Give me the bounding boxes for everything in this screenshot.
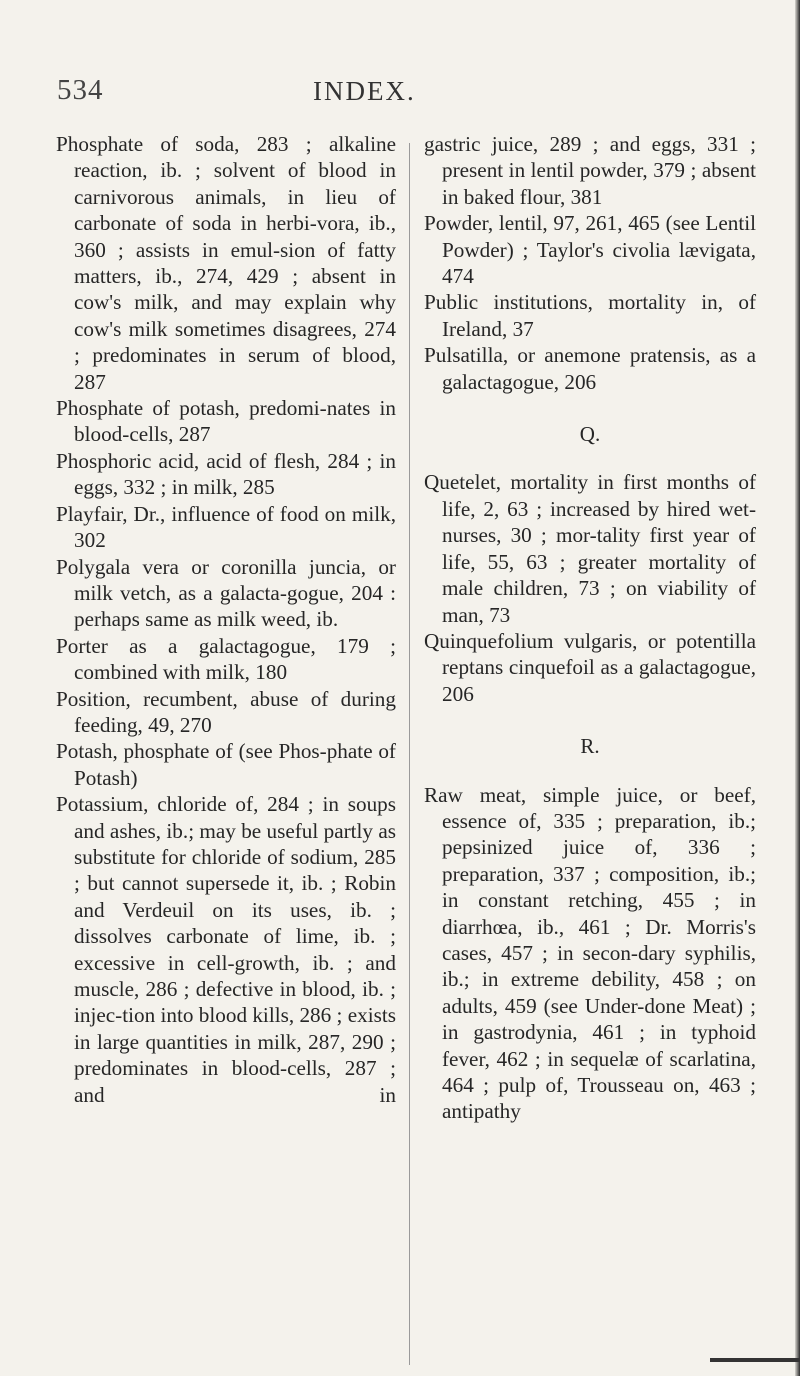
index-entry: Porter as a galactagogue, 179 ; combined with milk, 180 (56, 633, 396, 685)
page-corner-mark (710, 1358, 800, 1362)
index-entry: Pulsatilla, or anemone pratensis, as a galactagogue, 206 (424, 343, 756, 394)
index-entry: Playfair, Dr., influence of food on milk, 302 (56, 501, 396, 553)
page-number: 534 (57, 74, 104, 106)
index-entry: Phosphate of potash, predomi-nates in blood-cells, 287 (56, 396, 396, 447)
index-entry: Position, recumbent, abuse of during feeding, 49, 270 (56, 686, 396, 737)
section-heading-r: R. (580, 734, 600, 759)
index-entry: Quinquefolium vulgaris, or potentilla reptans cinquefoil as a galactagogue, 206 (424, 628, 756, 706)
left-column (56, 131, 396, 1108)
running-head: INDEX. (313, 76, 416, 106)
index-entry: Polygala vera or coronilla juncia, or milk vetch, as a galacta-gogue, 204 : perhaps same as milk weed, ib. (56, 554, 396, 632)
index-entry: Public institutions, mortality in, of Ireland, 37 (424, 290, 756, 341)
index-entry: Phosphate of soda, 283 ; alkaline reaction, ib. ; solvent of blood in carnivorous animals, in lieu of carbonate of soda in herbi-vora, ib., 360 ; assists in emul-sion of fatty matters, ib., 274, 429 ; absent in cow's milk, and may explain why cow's milk sometimes disagrees, 274 ; predominates in serum of blood, 287 (56, 132, 396, 394)
right-column (424, 131, 756, 1125)
index-entry: Potash, phosphate of (see Phos-phate of Potash) (56, 739, 396, 790)
index-entry: Powder, lentil, 97, 261, 465 (see Lentil Powder) ; Taylor's civolia lævigata, 474 (424, 211, 756, 289)
index-entry: Raw meat, simple juice, or beef, essence of, 335 ; preparation, ib.; pepsinized juice of, 336 ; preparation, 337 ; composition, ib.; in constant retching, 455 ; in diarrhœa, ib., 461 ; Dr. Morris's cases, 457 ; in secon-dary syphilis, ib.; in extreme debility, 458 ; on adults, 459 (see Under-done Meat) ; in gastrodynia, 461 ; in typhoid fever, 462 ; in sequelæ of scarlatina, 464 ; pulp of, Trousseau on, 463 ; antipathy (424, 782, 756, 1124)
section-heading-q: Q. (579, 422, 601, 447)
page-binding-edge (795, 0, 800, 1376)
index-entry: Phosphoric acid, acid of flesh, 284 ; in eggs, 332 ; in milk, 285 (56, 448, 396, 500)
column-divider (409, 143, 410, 1365)
index-entry: Potassium, chloride of, 284 ; in soups and ashes, ib.; may be useful partly as substitute for chloride of sodium, 285 ; but cannot supersede it, ib. ; Robin and Verdeuil on its uses, ib. ; dissolves carbonate of lime, ib. ; excessive in cell-growth, ib. ; and muscle, 286 ; defective in blood, ib. ; injec-tion into blood kills, 286 ; exists in large quantities in milk, 287, 290 ; predominates in blood-cells, 287 ; and in (56, 792, 396, 1107)
index-entry-continued: gastric juice, 289 ; and eggs, 331 ; present in lentil powder, 379 ; absent in baked flour, 381 (424, 132, 756, 209)
index-entry: Quetelet, mortality in first months of life, 2, 63 ; increased by hired wet-nurses, 30 ; mor-tality first year of life, 55, 63 ; greater mortality of male children, 73 ; on viability of man, 73 (424, 470, 756, 627)
